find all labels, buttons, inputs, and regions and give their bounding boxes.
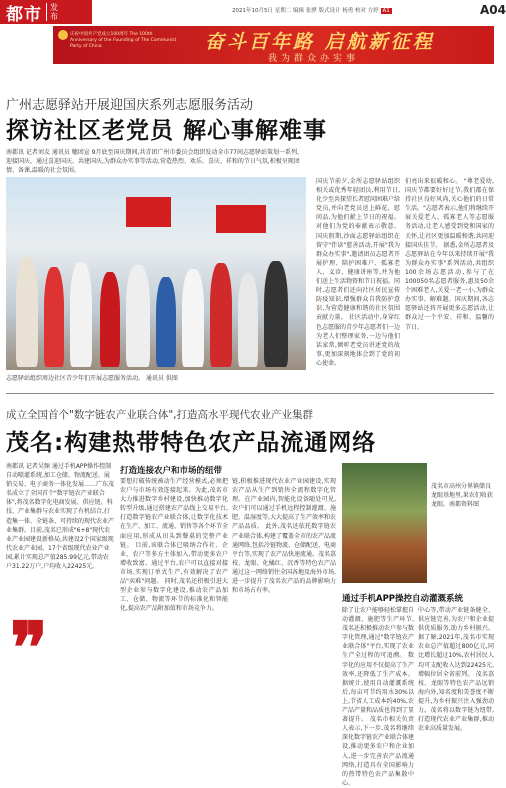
article1-column-right: 们亮出来很暖和心。 "尊老爱幼,国庆节都要好好过节,我们都在保持社区良好风尚,关心他们的日常生活。"志愿者表示,他们将继续开展关爱老人、孤寡老人等志愿服务活动,让老人感受到党和国家的关怀,让社区更加温暖和谐,共同迎接国庆佳节。 据悉,金所志愿者及志愿驿站在今年以来持续开展"我为群众办实事"系列活动,共组织100余场志愿活动,参与了在100050名志愿者服务,惠及50余个困难老人,关爱一老一小,为群众办实事、解难题。国庆期间,各志愿驿站还将开展更多志愿活动,让群众过一个平安、祥和、温馨的节日。: [405, 178, 494, 331]
article2-photo-caption: 茂名市高州分界镇储良龙眼基地里,果农们收获龙眼。南都资料图: [431, 483, 493, 508]
article2-lead: 南都讯 记者吴频 通过手机APP操作控制自动喷灌系统,加工仓储、物流配送、展销交易、电子商务一体化发展……广东茂名成立了全国首个"数字链农产业联合体",将茂名数字化电商发展、供应链、科技、产业集群与农业实现了有机结合,打造集一体、全链条、可持续的现代农业产业集群。目前,茂名已形成"6+8"现代农业产业园建设新格局,共建设2个国家级现代农业产业园、17个省级现代农业产业园,累计实现总产值285.99亿元,带动农户31.22万户,户均收入22425元。: [6, 463, 115, 571]
volunteer-figure: [126, 265, 150, 367]
article1-kicker: 广州志愿驿站开展迎国庆系列志愿服务活动: [6, 98, 254, 113]
longan-harvest-photo: [342, 463, 427, 583]
article2-subhead-1: 打造连接农户和市场的纽带: [120, 466, 223, 476]
volunteer-figure: [70, 262, 92, 367]
volunteer-figure: [264, 261, 288, 367]
party-emblem-icon: [58, 30, 68, 40]
article2-kicker: 成立全国首个"数字链农产业联合体",打造高水平现代农业产业集群: [6, 409, 313, 421]
article1-column-mid: 国庆节前夕,金所志愿驿站组织相关或优秀年轻团员,利用节日,化少至共探望长者慰问困难户给党员,并向老党员送上鲜花、慰问品,为他们献上节日的祝福。对他们为党的奉献表示敬意。 国庆假期,沙面志愿驿站组织在留守"伴读"慈善活动,开展"我为群众办实事",邀请团员志愿者开展护理、陪护困难户、孤寡老人、义诊、健康讲座等,并为他们送上生活物资和节日祝福。同时,志愿者们还向社区居民宣传防疫知识,增强群众自我防护意识,为营造健康和谐的社区氛围贡献力量。 社区活动中,身穿红色志愿服的青少年志愿者们一边为老人们整理家务,一边与他们话家常,倾听老党员讲述党的故事,更加深刻地体会到了党的初心使命。: [316, 178, 401, 367]
volunteer-figure: [156, 277, 176, 367]
volunteer-figure: [100, 272, 120, 367]
article1-photo-caption: 志愿驿站组织周边社区青少年们开展志愿服务活动。 通讯员 供图: [6, 375, 178, 382]
section-tag: 发布: [46, 3, 59, 21]
section-divider: [6, 393, 494, 394]
banner-title: 奋斗百年路 启航新征程: [205, 31, 435, 53]
volunteer-figure: [210, 263, 232, 367]
red-flag: [126, 197, 171, 227]
article2-subhead-2: 通过手机APP操控自动灌溉系统: [342, 594, 464, 604]
article2-column-1: 要想打破传统被动生产经营模式,必须把农户与市场有效连接起来。为此,茂名市大力推进数字乡村建设,加快推动数字化转型升级,通过搭建农产品线上交易平台,打造数字链农产业联合体,让数字化技术在生产、加工、流通、销售等各个环节全面应用,形成从田头到餐桌的完整产业链。 目前,该联合体已吸纳合作社、企业、农户等多方主体加入,带动更多农户增收致富。通过平台,农户可以直接对接市场,实现订单式生产,有效解决了农产品"卖难"问题。 同时,茂名还积极引进大型企业参与数字化建设,推动农产品加工、仓储、物流等环节的标准化和智能化,提高农产品附加值和市场竞争力。: [120, 478, 229, 613]
banner-left-text: 庆祝中国共产党成立100周年 The 100th Anniversary of the Founding of The Communist Party of China: [70, 32, 177, 49]
quote-mark-icon: ❞: [10, 606, 48, 689]
red-flag: [216, 205, 266, 233]
article1-headline: 探访社区老党员 解心事解难事: [6, 118, 328, 144]
volunteer-figure: [238, 273, 258, 367]
page-number: A04: [480, 3, 506, 17]
article2-column-2: 链,积极推进现代农业产业园建设,实现农产品从生产到销售全流程数字化管理。在产业园内,智能化设备随处可见,农户们可以通过手机远程控制灌溉、施肥、温湿度等,大大提高了生产效率和农产品品质。 此外,茂名还依托数字链农产业联合体,构建了覆盖全市的农产品流通网络,包括冷链物流、仓储配送、电商平台等,实现了农产品快速流通。茂名荔枝、龙眼、化橘红、沉香等特色农产品通过这一网络销往全国各地及海外市场,进一步提升了茂名农产品的品牌影响力和市场占有率。: [232, 478, 336, 595]
article2-column-4: 中心等,带动产业链条健全、供应链完善,为农户和企业提供优质服务,助力乡村振兴。 据了解,2021年,茂名市实现农业总产值超过800亿元,同比增长超过10%,农村居民人均可支配收入达到22425元,增幅位居全省前列。 茂名荔枝、龙眼等特色农产品远销海内外,知名度和美誉度不断提升,为乡村振兴注入强劲动力。茂名将以数字链为纽带,打造现代农业产业集群,推动农业高质量发展。: [418, 607, 494, 733]
article1-lead: 南都讯 记者刘友 通讯员 穗团宣 9月底至国庆期间,共青团广州市委员会组织发动全市77间志愿驿站策划一系列、迎接国庆、通过喜迎国庆、共建国庆,为群众办实事等活动,营造热烈、欢乐、喜庆、祥和的节日气氛,积极呈现团情、备课,温暖的社会氛围。: [6, 149, 303, 174]
article2-headline: 茂名:构建热带特色农产品流通网络: [6, 430, 377, 456]
volunteer-figure: [16, 257, 38, 367]
article1-photo: [6, 177, 306, 370]
volunteer-figure: [182, 269, 204, 367]
date-info: 2021年10月5日 星期二 编辑 张骅 版式设计 杨勇 校对 方婷 A1: [232, 8, 390, 14]
date-badge: A1: [382, 8, 390, 14]
section-name: 都市: [6, 4, 42, 25]
banner-subtitle: 我为群众办实事: [268, 54, 360, 64]
article2-column-3: 除了让农户能够轻松掌握自动灌溉、施肥等生产环节,茂名还积极推动农户参与数字化管理,通过"数字链农产业联合体"平台,实现了农业生产全过程的可追溯。 数字化的应用不仅提高了生产效率,还降低了生产成本。据统计,使用自动灌溉系统后,每亩可节约用水30%以上,节省人工成本约40%,农产品产量和品质也得到了显著提升。 茂名市相关负责人表示,下一步,茂名将继续深化数字链农产业联合体建设,推动更多农户和企业加入,进一步完善农产品流通网络,打造具有全国影响力的热带特色农产品集散中心。: [342, 607, 415, 787]
volunteer-figure: [44, 267, 64, 367]
section-masthead: [0, 0, 92, 24]
